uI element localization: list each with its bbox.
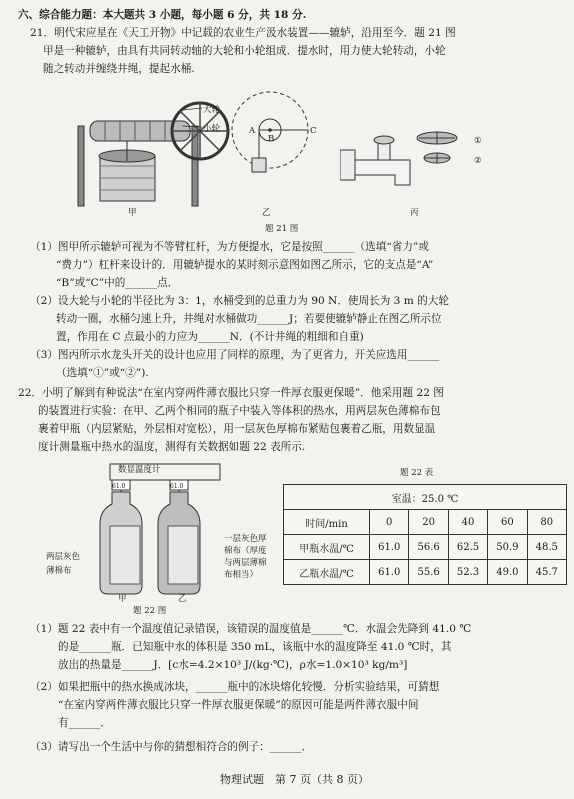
left-label-2: 薄棉布 xyxy=(46,566,72,576)
q22-line-3: 裹着甲瓶（内层紧贴，外层相对宽松），用一层灰色厚棉布紧贴包裹着乙瓶，用数显温 xyxy=(38,423,436,435)
bottles-figure xyxy=(70,462,250,602)
q22-sub-1a: （1）题 22 表中有一个温度值记录错误，该错误的温度值是______℃．水温会先降到 41.0 ℃ xyxy=(30,623,472,635)
q21-sub-2a: （2）设大轮与小轮的半径比为 3：1，水桶受到的总重力为 90 N．使周长为 3 m 的大轮 xyxy=(30,295,449,307)
q22-line-1: 22．小明了解到有种说法“在室内穿两件薄衣服比只穿一件厚衣服更保暖”．他采用题 22 图 xyxy=(18,387,444,399)
label-point-b: B xyxy=(268,134,275,144)
q22-sub-2b: “在室内穿两件薄衣服比只穿一件厚衣服更保暖”的原因可能是两件薄衣服中间 xyxy=(58,699,419,711)
label-yi-22: 乙 xyxy=(178,594,187,604)
thermometer-label: 数显温度计 xyxy=(118,465,161,475)
table-cell: 48.5 xyxy=(527,535,566,560)
q21-sub-3a: （3）图丙所示水龙头开关的设计也应用了同样的原理，为了更省力，开关应选用______ xyxy=(30,349,440,361)
label-circle-1: ① xyxy=(474,136,482,146)
thermometer-reading-yi: 61.0 xyxy=(170,483,184,490)
table-cell: 40 xyxy=(448,510,487,535)
thermometer-reading-jia: 61.0 xyxy=(112,483,126,490)
room-temp-cell: 室温：25.0 ℃ xyxy=(284,485,567,510)
table-cell: 55.6 xyxy=(409,560,448,585)
table-cell: 20 xyxy=(409,510,448,535)
table22-caption: 题 22 表 xyxy=(400,468,434,478)
q22-sub-1b: 的是______瓶．已知瓶中水的体积是 350 mL，该瓶中水的温度降至 41.0 ℃时，其 xyxy=(58,641,452,653)
table-cell: 61.0 xyxy=(370,560,409,585)
table-cell: 62.5 xyxy=(448,535,487,560)
left-label-1: 两层灰色 xyxy=(46,552,81,562)
fig22-caption: 题 22 图 xyxy=(133,606,167,616)
faucet-handles xyxy=(415,128,475,168)
label-point-a: A xyxy=(249,126,256,136)
page-footer: 物理试题 第 7 页（共 8 页） xyxy=(220,773,369,786)
table-cell: 时间/min xyxy=(284,510,370,535)
q21-line-2: 甲是一种辘轳，由具有共同转动轴的大轮和小轮组成．提水时，用力使大轮转动，小轮 xyxy=(43,45,446,57)
q21-sub-2b: 转动一圈，水桶匀速上升，井绳对水桶做功______J；若要使辘轳静止在图乙所示位 xyxy=(56,313,442,325)
q21-sub-1b: “费力”）杠杆来设计的．用辘轳提水的某时刻示意图如图乙所示，它的支点是“A” xyxy=(56,259,434,271)
q21-sub-3b: （选填“①”或“②”). xyxy=(56,367,149,379)
q22-line-2: 的装置进行实验：在甲、乙两个相同的瓶子中装入等体积的热水，用两层灰色薄棉布包 xyxy=(38,405,441,417)
q22-sub-2c: 有______． xyxy=(58,717,111,729)
q21-line-1: 21．明代宋应星在《天工开物》中记载的农业生产汲水装置——辘轳，沿用至今．题 21 图 xyxy=(30,27,456,39)
table-cell: 0 xyxy=(370,510,409,535)
label-big-wheel: 大轮 xyxy=(203,105,221,115)
table-cell: 乙瓶水温/℃ xyxy=(284,560,370,585)
q22-line-4: 度计测量瓶中热水的温度，测得有关数据如题 22 表所示. xyxy=(38,441,306,453)
table-cell: 45.7 xyxy=(527,560,566,585)
table-cell: 50.9 xyxy=(488,535,527,560)
q22-sub-3: （3）请写出一个生活中与你的猜想相符合的例子：______． xyxy=(30,741,313,753)
label-point-c: C xyxy=(310,126,317,136)
section-title: 六、综合能力题：本大题共 3 小题，每小题 6 分，共 18 分. xyxy=(18,9,307,21)
right-label-3: 与两层薄棉 xyxy=(224,558,267,568)
q21-sub-1a: （1）图甲所示辘轳可视为不等臂杠杆，为方便提水，它是按照______（选填“省力”或 xyxy=(30,241,429,253)
label-circle-2: ② xyxy=(474,156,482,166)
table-cell: 60 xyxy=(488,510,527,535)
table-cell: 61.0 xyxy=(370,535,409,560)
fig21-caption: 题 21 图 xyxy=(265,224,299,234)
q21-sub-2c: 置，作用在 C 点最小的力应为______N．(不计井绳的粗细和自重) xyxy=(56,331,364,343)
table-cell: 52.3 xyxy=(448,560,487,585)
table-cell: 80 xyxy=(527,510,566,535)
table-cell: 49.0 xyxy=(488,560,527,585)
label-jia-21: 甲 xyxy=(128,208,137,218)
table-row xyxy=(284,560,567,585)
right-label-2: 棉布（厚度 xyxy=(224,546,267,556)
q22-sub-2a: （2）如果把瓶中的热水换成冰块，______瓶中的冰块熔化较慢．分析实验结果，可猜想 xyxy=(30,681,440,693)
table-header-row xyxy=(284,510,567,535)
right-label-1: 一层灰色厚 xyxy=(224,534,267,544)
q21-line-3: 随之转动并缠绕井绳，提起水桶. xyxy=(43,63,195,75)
q22-sub-1c: 放出的热量是______J．[c水=4.2×10³ J/(kg·℃)，ρ水=1.0×10³ kg/m³] xyxy=(58,659,408,671)
temperature-table xyxy=(283,484,567,585)
leader-lines xyxy=(180,100,210,130)
right-label-4: 布相当） xyxy=(224,570,259,580)
label-small-wheel: 小轮 xyxy=(203,124,221,134)
label-jia-22: 甲 xyxy=(118,594,127,604)
lever-schematic-yi xyxy=(225,88,325,198)
table-row xyxy=(284,535,567,560)
q21-sub-1c: “B”或“C”中的______点． xyxy=(56,277,179,289)
table-cell: 甲瓶水温/℃ xyxy=(284,535,370,560)
label-yi-21: 乙 xyxy=(262,208,271,218)
label-bing-21: 丙 xyxy=(410,208,419,218)
table-cell: 56.6 xyxy=(409,535,448,560)
